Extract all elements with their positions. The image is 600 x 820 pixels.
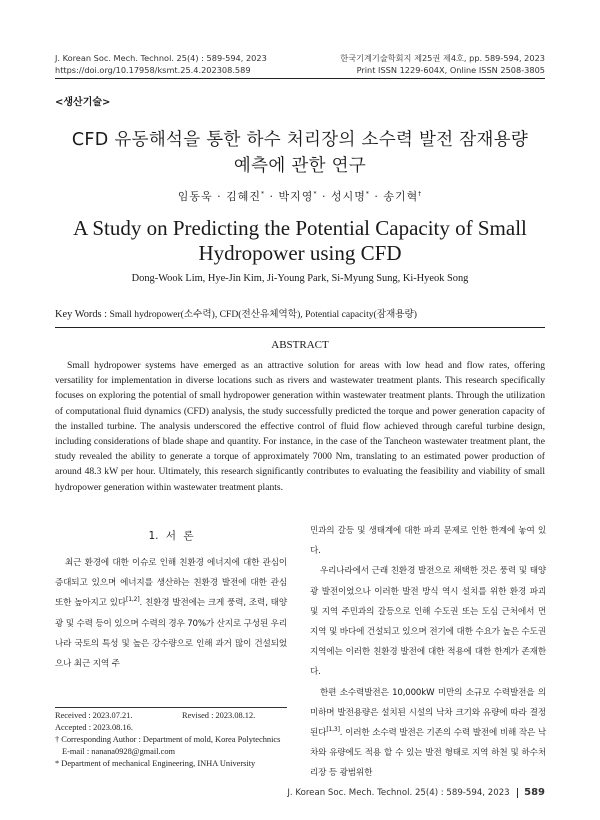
keywords-text: Small hydropower(소수력), CFD(전산유체역학), Potential capacity(잠재용량) [109, 309, 417, 320]
issn-info: Print ISSN 1229-604X, Online ISSN 2508-3805 [356, 65, 545, 75]
authors-english: Dong-Wook Lim, Hye-Jin Kim, Ji-Young Park, Si-Myung Sung, Ki-Hyeok Song [131, 273, 469, 284]
intro-right-text-3b: . 이러한 소수력 발전은 기존의 수력 발전에 비해 작은 낙차와 유량에도 적용 할 수 있는 발전 형태로 지역 하천 및 하수처리장 등 광범위한 [310, 728, 546, 779]
journal-citation-right: 한국기계기술학회지 제25권 제4호, pp. 589-594, 2023 [340, 53, 545, 63]
footer-divider [517, 788, 518, 798]
intro-left-column [55, 553, 287, 674]
doi-link[interactable]: https://doi.org/10.17958/ksmt.25.4.202308.589 [55, 65, 251, 75]
journal-citation-left: J. Korean Soc. Mech. Technol. 25(4) : 589-594, 2023 [55, 53, 267, 63]
corresponding-author: † Corresponding Author : Department of mold, Korea Polytechnics [55, 735, 281, 744]
title-korean-line2: 예측에 관한 연구 [233, 156, 367, 176]
abstract-text: Small hydropower systems have emerged as an attractive solution for areas with low head and flow rates, offering versatility for implementation in diverse locations such as rivers and wastewater treatment plants. This research specifically focuses on exploring the potential of small hydropower generation within wastewater treatment plants. Through the utilization of computational fluid dynamics (CFD) analysis, the study successfully predicted the torque and power generation capacity of the installed turbine. The analysis underscored the effective control of fluid flow achieved through careful turbine design, including considerations of blade shape and quantity. For instance, in the case of the Tancheon wastewater treatment plant, the study revealed the ability to generate a torque of approximately 7000 Nm, translating to an estimated power production of around 48.3 kW per hour. Ultimately, this research significantly contributes to evaluating the feasibility and viability of small hydropower generation within wastewater treatment plants. [55, 360, 545, 493]
citation-ref-2: [1,3] [326, 726, 340, 734]
keywords-rule [55, 327, 545, 328]
authors-korean: 임동욱 · 김혜진* · 박지영* · 성시명* · 송기혁† [177, 190, 423, 203]
author-kr-2: 김혜진 [226, 190, 262, 203]
revised-date: Revised : 2023.08.12. [182, 711, 256, 720]
author-kr-4: 성시명 [330, 190, 366, 203]
intro-right-text-3a: 한편 소수력발전은 10,000kW 미만의 소규모 수력발전을 의미하며 발전용량은 설치된 시설의 낙차 크기와 유량에 따라 결정된다 [310, 687, 546, 739]
author-kr-1: 임동욱 [177, 190, 213, 203]
intro-left-paragraph [55, 553, 287, 674]
footnote-rule [55, 707, 287, 708]
author-affiliation: * Department of mechanical Engineering, INHA University [55, 759, 256, 768]
page-number: 589 [524, 787, 545, 798]
intro-right-column [310, 521, 546, 784]
received-date: Received : 2023.07.21. [55, 711, 133, 720]
author-kr-5: 송기혁 [383, 190, 419, 203]
footer-journal: J. Korean Soc. Mech. Technol. 25(4) : 589-594, 2023 [287, 788, 510, 798]
accepted-date: Accepted : 2023.08.16. [55, 723, 133, 732]
abstract-heading: ABSTRACT [271, 339, 329, 351]
header-rule [55, 78, 545, 79]
title-english-line1: A Study on Predicting the Potential Capacity of Small [73, 216, 527, 240]
intro-right-paragraph-2: 우리나라에서 근래 친환경 발전으로 채택한 것은 풍력 및 태양광 발전이었으나 이러한 발전 방식 역시 설치를 위한 환경 파괴 및 지역 주민과의 갈등으로 인해 수도권 또는 도심 근처에서 먼 지역 및 바다에 건설되고 있으며 전기에 대한 수요가 높은 수도권 지역에는 이러한 친환경 발전에 대한 적용에 대한 한계가 존재한다. [310, 566, 546, 678]
section-heading-introduction: 1. 서 론 [148, 530, 194, 542]
intro-right-paragraph-3 [310, 683, 546, 784]
corresponding-email[interactable]: E-mail : nanana0928@gmail.com [62, 747, 176, 756]
intro-right-paragraph-1: 민과의 갈등 및 생태계에 대한 파괴 문제로 인한 한계에 놓여 있다. [310, 526, 546, 557]
intro-left-text-2: . 친환경 발전에는 크게 풍력, 조력, 태양광 및 수력 등이 있으며 수력의 경우 70%가 산지로 구성된 우리나라 국토의 특성 및 높은 강수량으로 인해 과거 많이 건설되었으나 최근 지역 주 [55, 598, 287, 670]
intro-left-text: 최근 환경에 대한 이슈로 인해 친환경 에너지에 대한 관심이 증대되고 있으며 에너지를 생산하는 친환경 발전에 대한 관심 또한 높아지고 있다 [55, 558, 287, 609]
keywords-label: Key Words : [55, 309, 108, 320]
page-footer [287, 787, 545, 798]
title-korean-line1: CFD 유동해석을 통한 하수 처리장의 소수력 발전 잠재용량 [71, 130, 529, 150]
citation-ref: [1,2] [126, 596, 140, 604]
keywords-line [55, 306, 545, 320]
section-label: <생산기술> [55, 97, 111, 108]
author-kr-3: 박지영 [278, 190, 314, 203]
title-english-line2: Hydropower using CFD [198, 241, 402, 265]
